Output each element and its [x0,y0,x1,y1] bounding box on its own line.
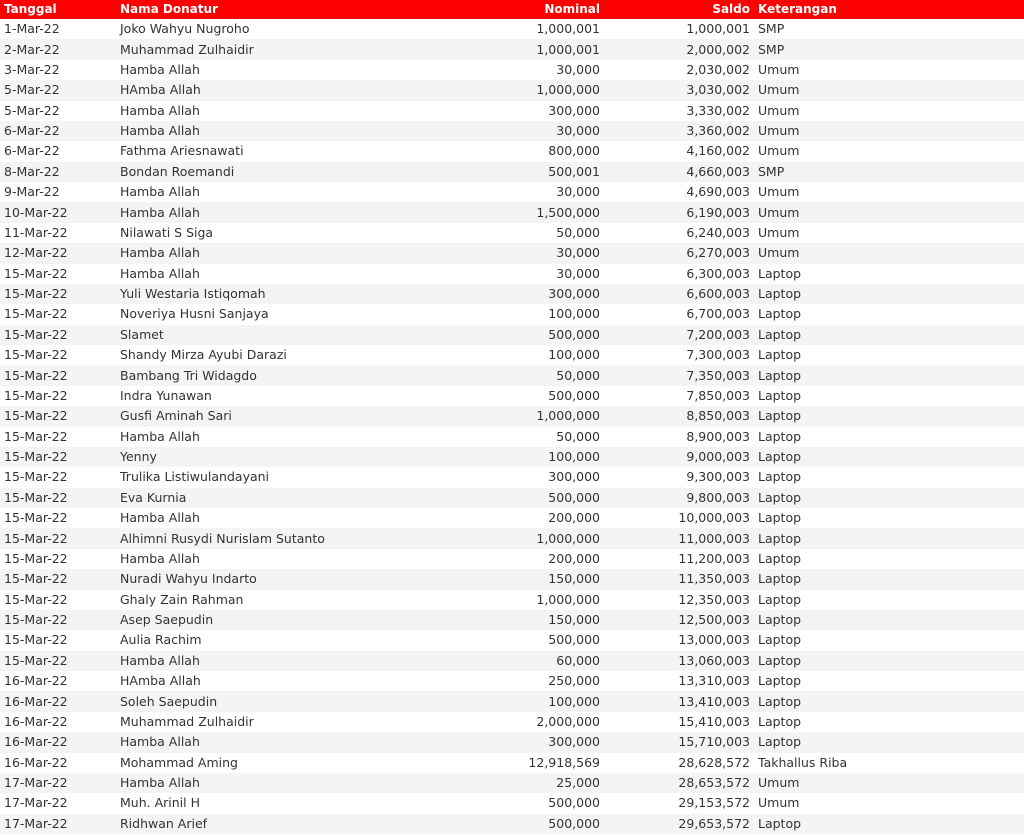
table-row [0,60,1024,80]
cell-saldo: 8,900,003 [686,428,750,444]
cell-nominal: 2,000,000 [536,713,600,729]
cell-date: 15-Mar-22 [4,306,68,322]
cell-date: 6-Mar-22 [4,143,60,159]
cell-date: 15-Mar-22 [4,571,68,587]
cell-nominal: 100,000 [548,693,600,709]
cell-nominal: 500,000 [548,387,600,403]
cell-name: HAmba Allah [120,82,201,98]
cell-keterangan: Umum [758,123,800,139]
cell-name: Alhimni Rusydi Nurislam Sutanto [120,530,325,546]
cell-keterangan: Laptop [758,530,802,546]
cell-nominal: 250,000 [548,673,600,689]
cell-saldo: 28,628,572 [678,754,750,770]
cell-name: Ghaly Zain Rahman [120,591,244,607]
cell-nominal: 1,000,000 [536,408,600,424]
cell-name: Asep Saepudin [120,612,214,628]
cell-date: 16-Mar-22 [4,693,68,709]
cell-saldo: 4,160,002 [686,143,750,159]
cell-name: Yuli Westaria Istiqomah [120,286,266,302]
table-row [0,406,1024,426]
cell-keterangan: Umum [758,795,800,811]
cell-keterangan: Laptop [758,265,802,281]
table-row [0,671,1024,691]
cell-name: Aulia Rachim [120,632,202,648]
cell-date: 2-Mar-22 [4,41,60,57]
cell-nominal: 30,000 [556,61,600,77]
cell-date: 15-Mar-22 [4,367,68,383]
cell-saldo: 13,310,003 [678,673,750,689]
table-row [0,304,1024,324]
cell-saldo: 2,030,002 [686,61,750,77]
cell-keterangan: SMP [758,163,785,179]
cell-name: Hamba Allah [120,204,200,220]
cell-name: Nilawati S Siga [120,224,214,240]
cell-date: 6-Mar-22 [4,123,60,139]
cell-name: Muhammad Zulhaidir [120,713,254,729]
cell-date: 16-Mar-22 [4,754,68,770]
cell-date: 15-Mar-22 [4,510,68,526]
cell-nominal: 1,000,000 [536,82,600,98]
cell-keterangan: Umum [758,143,800,159]
cell-saldo: 15,710,003 [678,734,750,750]
cell-keterangan: Laptop [758,326,802,342]
cell-saldo: 7,850,003 [686,387,750,403]
table-row [0,691,1024,711]
cell-keterangan: Laptop [758,428,802,444]
cell-saldo: 1,000,001 [686,21,750,37]
cell-saldo: 9,800,003 [686,489,750,505]
cell-nominal: 100,000 [548,306,600,322]
cell-saldo: 7,350,003 [686,367,750,383]
table-row [0,773,1024,793]
cell-saldo: 9,000,003 [686,449,750,465]
table-row [0,182,1024,202]
table-row [0,19,1024,39]
cell-name: Muh. Arinil H [120,795,200,811]
cell-date: 12-Mar-22 [4,245,68,261]
cell-date: 15-Mar-22 [4,265,68,281]
cell-keterangan: Laptop [758,489,802,505]
table-row [0,141,1024,161]
cell-nominal: 300,000 [548,469,600,485]
cell-name: Noveriya Husni Sanjaya [120,306,269,322]
cell-keterangan: Umum [758,184,800,200]
cell-name: Mohammad Aming [120,754,238,770]
cell-keterangan: Laptop [758,591,802,607]
cell-name: Bondan Roemandi [120,163,235,179]
cell-name: Hamba Allah [120,61,200,77]
cell-nominal: 1,000,001 [536,21,600,37]
cell-nominal: 500,000 [548,815,600,831]
cell-date: 16-Mar-22 [4,713,68,729]
cell-saldo: 13,000,003 [678,632,750,648]
cell-saldo: 6,700,003 [686,306,750,322]
cell-name: Muhammad Zulhaidir [120,41,254,57]
cell-name: Hamba Allah [120,652,200,668]
cell-keterangan: Laptop [758,713,802,729]
cell-keterangan: Umum [758,245,800,261]
table-row [0,508,1024,528]
table-row [0,528,1024,548]
table-row [0,732,1024,752]
cell-date: 15-Mar-22 [4,612,68,628]
cell-date: 15-Mar-22 [4,428,68,444]
header-saldo: Saldo [712,2,750,16]
cell-keterangan: Umum [758,204,800,220]
cell-keterangan: Laptop [758,408,802,424]
cell-nominal: 25,000 [556,775,600,791]
cell-date: 15-Mar-22 [4,286,68,302]
cell-name: Slamet [120,326,164,342]
cell-name: Gusfi Aminah Sari [120,408,232,424]
header-tanggal: Tanggal [4,2,57,16]
cell-keterangan: Laptop [758,510,802,526]
cell-nominal: 1,000,000 [536,591,600,607]
table-row [0,264,1024,284]
cell-name: Yenny [120,449,157,465]
cell-nominal: 30,000 [556,265,600,281]
cell-name: Hamba Allah [120,265,200,281]
cell-name: Hamba Allah [120,510,200,526]
cell-nominal: 50,000 [556,224,600,240]
cell-date: 15-Mar-22 [4,591,68,607]
cell-keterangan: SMP [758,21,785,37]
cell-keterangan: Laptop [758,449,802,465]
cell-nominal: 150,000 [548,612,600,628]
table-row [0,814,1024,834]
table-row [0,427,1024,447]
table-row [0,467,1024,487]
cell-saldo: 11,200,003 [678,550,750,566]
cell-nominal: 500,000 [548,795,600,811]
cell-keterangan: Laptop [758,815,802,831]
cell-saldo: 12,350,003 [678,591,750,607]
cell-date: 15-Mar-22 [4,326,68,342]
cell-date: 15-Mar-22 [4,387,68,403]
table-row [0,121,1024,141]
cell-saldo: 13,410,003 [678,693,750,709]
cell-date: 9-Mar-22 [4,184,60,200]
cell-name: Hamba Allah [120,775,200,791]
table-row [0,549,1024,569]
cell-name: Nuradi Wahyu Indarto [120,571,257,587]
cell-nominal: 1,500,000 [536,204,600,220]
cell-name: Trulika Listiwulandayani [120,469,270,485]
cell-date: 15-Mar-22 [4,550,68,566]
cell-name: Hamba Allah [120,123,200,139]
cell-keterangan: Umum [758,775,800,791]
cell-name: Hamba Allah [120,428,200,444]
cell-name: HAmba Allah [120,673,201,689]
cell-name: Hamba Allah [120,734,200,750]
cell-name: Indra Yunawan [120,387,212,403]
cell-nominal: 50,000 [556,367,600,383]
cell-date: 15-Mar-22 [4,408,68,424]
cell-nominal: 500,000 [548,326,600,342]
table-row [0,365,1024,385]
cell-saldo: 6,600,003 [686,286,750,302]
cell-saldo: 3,030,002 [686,82,750,98]
cell-date: 10-Mar-22 [4,204,68,220]
table-row [0,651,1024,671]
table-row [0,223,1024,243]
cell-nominal: 300,000 [548,102,600,118]
cell-keterangan: Laptop [758,347,802,363]
cell-date: 15-Mar-22 [4,489,68,505]
cell-date: 15-Mar-22 [4,652,68,668]
table-row [0,162,1024,182]
cell-date: 16-Mar-22 [4,734,68,750]
cell-keterangan: Umum [758,102,800,118]
cell-nominal: 12,918,569 [528,754,600,770]
table-row [0,80,1024,100]
cell-keterangan: Laptop [758,693,802,709]
cell-name: Hamba Allah [120,550,200,566]
cell-date: 17-Mar-22 [4,795,68,811]
table-row [0,488,1024,508]
cell-saldo: 29,153,572 [678,795,750,811]
cell-saldo: 6,190,003 [686,204,750,220]
cell-saldo: 6,240,003 [686,224,750,240]
cell-nominal: 50,000 [556,428,600,444]
table-row [0,386,1024,406]
cell-saldo: 4,690,003 [686,184,750,200]
cell-keterangan: Laptop [758,286,802,302]
cell-keterangan: Umum [758,61,800,77]
table-row [0,569,1024,589]
cell-keterangan: Laptop [758,612,802,628]
table-row [0,753,1024,773]
cell-nominal: 30,000 [556,245,600,261]
cell-keterangan: Laptop [758,632,802,648]
table-header-row [0,0,1024,19]
table-row [0,202,1024,222]
cell-saldo: 7,200,003 [686,326,750,342]
cell-nominal: 500,001 [548,163,600,179]
cell-nominal: 60,000 [556,652,600,668]
cell-date: 3-Mar-22 [4,61,60,77]
cell-nominal: 1,000,000 [536,530,600,546]
cell-name: Joko Wahyu Nugroho [120,21,250,37]
cell-keterangan: Laptop [758,571,802,587]
cell-name: Soleh Saepudin [120,693,218,709]
cell-keterangan: Laptop [758,652,802,668]
cell-date: 5-Mar-22 [4,82,60,98]
table-row [0,630,1024,650]
cell-date: 15-Mar-22 [4,632,68,648]
header-nama-donatur: Nama Donatur [120,2,218,16]
table-row [0,243,1024,263]
cell-name: Ridhwan Arief [120,815,208,831]
cell-date: 5-Mar-22 [4,102,60,118]
table-row [0,793,1024,813]
table-row [0,447,1024,467]
table-row [0,590,1024,610]
table-row [0,325,1024,345]
cell-date: 15-Mar-22 [4,449,68,465]
cell-saldo: 9,300,003 [686,469,750,485]
cell-nominal: 300,000 [548,286,600,302]
cell-name: Hamba Allah [120,184,200,200]
cell-saldo: 11,350,003 [678,571,750,587]
cell-keterangan: Laptop [758,367,802,383]
table-row [0,101,1024,121]
cell-saldo: 28,653,572 [678,775,750,791]
cell-date: 1-Mar-22 [4,21,60,37]
cell-saldo: 12,500,003 [678,612,750,628]
cell-saldo: 29,653,572 [678,815,750,831]
cell-saldo: 8,850,003 [686,408,750,424]
cell-nominal: 30,000 [556,123,600,139]
cell-date: 15-Mar-22 [4,469,68,485]
cell-keterangan: Laptop [758,550,802,566]
cell-saldo: 10,000,003 [678,510,750,526]
cell-nominal: 200,000 [548,550,600,566]
cell-date: 15-Mar-22 [4,530,68,546]
cell-saldo: 6,270,003 [686,245,750,261]
cell-keterangan: Laptop [758,673,802,689]
cell-saldo: 13,060,003 [678,652,750,668]
cell-keterangan: Umum [758,224,800,240]
cell-keterangan: Takhallus Riba [758,754,848,770]
cell-nominal: 500,000 [548,632,600,648]
cell-date: 15-Mar-22 [4,347,68,363]
cell-saldo: 3,330,002 [686,102,750,118]
cell-saldo: 7,300,003 [686,347,750,363]
cell-nominal: 1,000,001 [536,41,600,57]
cell-keterangan: Laptop [758,306,802,322]
cell-date: 17-Mar-22 [4,775,68,791]
cell-date: 17-Mar-22 [4,815,68,831]
cell-saldo: 2,000,002 [686,41,750,57]
header-nominal: Nominal [544,2,600,16]
cell-keterangan: Laptop [758,734,802,750]
table-row [0,712,1024,732]
cell-nominal: 200,000 [548,510,600,526]
table-row [0,345,1024,365]
cell-name: Fathma Ariesnawati [120,143,244,159]
cell-nominal: 30,000 [556,184,600,200]
cell-nominal: 100,000 [548,449,600,465]
table-row [0,39,1024,59]
cell-saldo: 3,360,002 [686,123,750,139]
cell-name: Hamba Allah [120,102,200,118]
table-body [0,19,1024,834]
cell-nominal: 100,000 [548,347,600,363]
cell-name: Shandy Mirza Ayubi Darazi [120,347,287,363]
cell-date: 16-Mar-22 [4,673,68,689]
cell-date: 11-Mar-22 [4,224,68,240]
cell-nominal: 150,000 [548,571,600,587]
cell-keterangan: SMP [758,41,785,57]
cell-saldo: 6,300,003 [686,265,750,281]
cell-saldo: 11,000,003 [678,530,750,546]
cell-date: 8-Mar-22 [4,163,60,179]
table-row [0,610,1024,630]
cell-saldo: 15,410,003 [678,713,750,729]
cell-name: Eva Kurnia [120,489,187,505]
cell-keterangan: Laptop [758,387,802,403]
cell-keterangan: Umum [758,82,800,98]
table-row [0,284,1024,304]
cell-nominal: 300,000 [548,734,600,750]
cell-saldo: 4,660,003 [686,163,750,179]
cell-name: Bambang Tri Widagdo [120,367,257,383]
cell-nominal: 500,000 [548,489,600,505]
cell-name: Hamba Allah [120,245,200,261]
cell-nominal: 800,000 [548,143,600,159]
header-keterangan: Keterangan [758,2,837,16]
cell-keterangan: Laptop [758,469,802,485]
